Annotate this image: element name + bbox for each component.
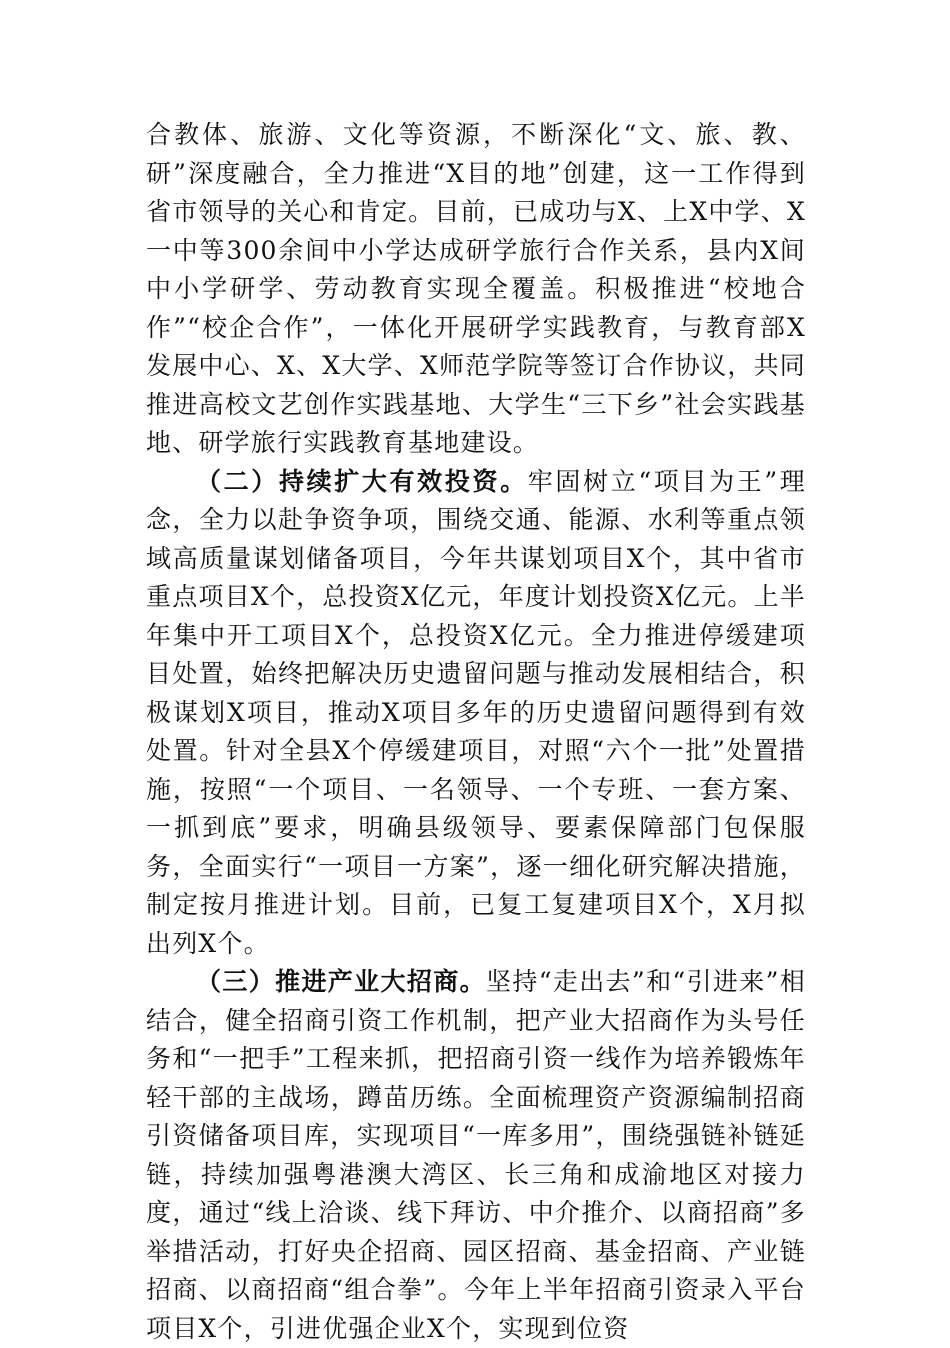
paragraph-continued bbox=[146, 116, 806, 463]
section-heading-investment-attraction: （三）推进产业大招商。 bbox=[196, 967, 486, 996]
paragraph-text: 合教体、旅游、文化等资源，不断深化“文、旅、教、研”深度融合，全力推进“X目的地”创建，这一工作得到省市领导的关心和肯定。目前，已成功与X、上X中学、X一中等300余间中小学达成研学旅行合作关系，县内X间中小学研学、劳动教育实现全覆盖。积极推进“校地合作”“校企合作”，一体化开展研学实践教育，与教育部X发展中心、X、X大学、X师范学院等签订合作协议，共同推进高校文艺创作实践基地、大学生“三下乡”社会实践基地、研学旅行实践教育基地建设。 bbox=[146, 120, 806, 457]
paragraph-text: 坚持“走出去”和“引进来”相结合，健全招商引资工作机制，把产业大招商作为头号任务和“一把手”工程来抓，把招商引资一线作为培养锻炼年轻干部的主战场，蹲苗历练。全面梳理资产资源编制招商引资储备项目库，实现项目“一库多用”，围绕强链补链延链，持续加强粤港澳大湾区、长三角和成渝地区对接力度，通过“线上洽谈、线下拜访、中介推介、以商招商”多举措活动，打好央企招商、园区招商、基金招商、产业链招商、以商招商“组合拳”。今年上半年招商引资录入平台项目X个，引进优强企业X个，实现到位资 bbox=[146, 967, 806, 1343]
paragraph-investment bbox=[146, 463, 806, 964]
section-heading-investment: （二）持续扩大有效投资。 bbox=[196, 466, 528, 496]
paragraph-investment-attraction bbox=[146, 963, 806, 1348]
paragraph-text: 牢固树立“项目为王”理念，全力以赴争资争项，围绕交通、能源、水利等重点领域高质量谋划储备项目，今年共谋划项目X个，其中省市重点项目X个，总投资X亿元，年度计划投资X亿元。上半年集中开工项目X个，总投资X亿元。全力推进停缓建项目处置，始终把解决历史遗留问题与推动发展相结合，积极谋划X项目，推动X项目多年的历史遗留问题得到有效处置。针对全县X个停缓建项目，对照“六个一批”处置措施，按照“一个项目、一名领导、一个专班、一套方案、一抓到底”要求，明确县级领导、要素保障部门包保服务，全面实行“一项目一方案”，逐一细化研究解决措施，制定按月推进计划。目前，已复工复建项目X个，X月拟出列X个。 bbox=[146, 466, 806, 958]
document-body bbox=[146, 116, 806, 1348]
